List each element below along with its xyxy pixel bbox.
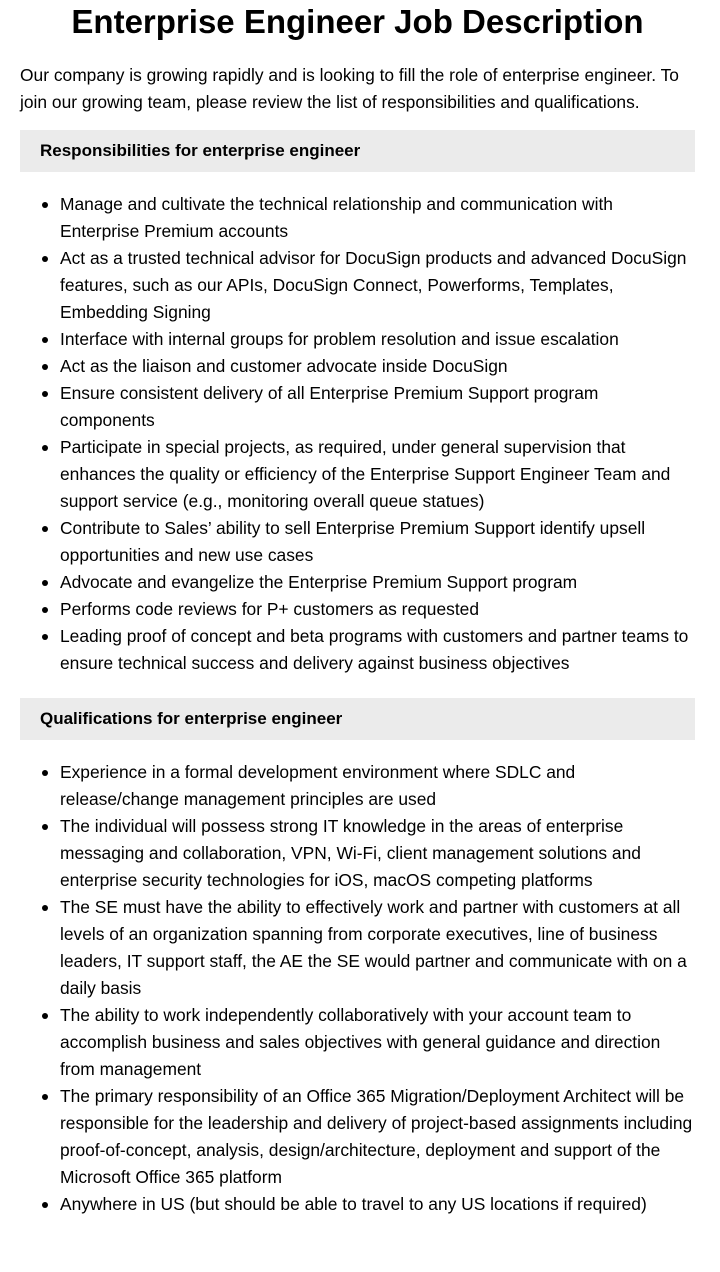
- bullet-icon: [42, 634, 48, 640]
- list-item-text: Leading proof of concept and beta programs with customers and partner teams to ensure technical success and delivery against business objectives: [60, 626, 689, 673]
- list-item-text: The ability to work independently collaboratively with your account team to accomplish business and sales objectives with general guidance and direction from management: [60, 1005, 661, 1079]
- list-item-text: Participate in special projects, as required, under general supervision that enhances the quality or efficiency of the Enterprise Support Engineer Team and support service (e.g., monitoring overall queue statues): [60, 437, 671, 511]
- bullet-icon: [42, 391, 48, 397]
- list-item: [60, 326, 695, 353]
- list-item: [60, 813, 695, 894]
- list-item: [60, 596, 695, 623]
- bullet-icon: [42, 905, 48, 911]
- list-item: [60, 353, 695, 380]
- intro-paragraph: Our company is growing rapidly and is looking to fill the role of enterprise engineer. To join our growing team, please review the list of responsibilities and qualifications.: [20, 65, 679, 112]
- responsibilities-heading: Responsibilities for enterprise engineer: [20, 130, 695, 172]
- bullet-icon: [42, 364, 48, 370]
- list-item: [60, 759, 695, 813]
- list-item-text: Advocate and evangelize the Enterprise Premium Support program: [60, 572, 578, 592]
- list-item: [60, 380, 695, 434]
- bullet-icon: [42, 1202, 48, 1208]
- list-item-text: Manage and cultivate the technical relationship and communication with Enterprise Premium accounts: [60, 194, 613, 241]
- bullet-icon: [42, 526, 48, 532]
- list-item-text: Ensure consistent delivery of all Enterprise Premium Support program components: [60, 383, 599, 430]
- bullet-icon: [42, 445, 48, 451]
- bullet-icon: [42, 1094, 48, 1100]
- bullet-icon: [42, 824, 48, 830]
- bullet-icon: [42, 202, 48, 208]
- list-item-text: The primary responsibility of an Office 365 Migration/Deployment Architect will be responsible for the leadership and delivery of project-based assignments including proof-of-concept, analysis, design/architecture, deployment and support of the Microsoft Office 365 platform: [60, 1086, 693, 1187]
- bullet-icon: [42, 256, 48, 262]
- list-item-text: Anywhere in US (but should be able to travel to any US locations if required): [60, 1194, 647, 1214]
- list-item: [60, 1083, 695, 1191]
- list-item-text: The individual will possess strong IT knowledge in the areas of enterprise messaging and collaboration, VPN, Wi-Fi, client management solutions and enterprise security technologies for iOS, macOS competing platforms: [60, 816, 641, 890]
- list-item: [60, 515, 695, 569]
- responsibilities-list: [20, 191, 695, 677]
- list-item: [60, 1191, 695, 1218]
- bullet-icon: [42, 580, 48, 586]
- bullet-icon: [42, 337, 48, 343]
- list-item-text: Contribute to Sales’ ability to sell Enterprise Premium Support identify upsell opportunities and new use cases: [60, 518, 646, 565]
- list-item: [60, 894, 695, 1002]
- list-item: [60, 245, 695, 326]
- qualifications-list: [20, 759, 695, 1218]
- list-item-text: Performs code reviews for P+ customers as requested: [60, 599, 479, 619]
- list-item-text: Act as the liaison and customer advocate inside DocuSign: [60, 356, 508, 376]
- page-title: Enterprise Engineer Job Description: [71, 3, 644, 40]
- bullet-icon: [42, 607, 48, 613]
- list-item-text: Experience in a formal development environment where SDLC and release/change management principles are used: [60, 762, 576, 809]
- bullet-icon: [42, 1013, 48, 1019]
- list-item-text: Act as a trusted technical advisor for DocuSign products and advanced DocuSign features, such as our APIs, DocuSign Connect, Powerforms, Templates, Embedding Signing: [60, 248, 687, 322]
- list-item: [60, 623, 695, 677]
- list-item-text: Interface with internal groups for problem resolution and issue escalation: [60, 329, 619, 349]
- list-item: [60, 434, 695, 515]
- list-item: [60, 569, 695, 596]
- list-item-text: The SE must have the ability to effectively work and partner with customers at all levels of an organization spanning from corporate executives, line of business leaders, IT support staff, the AE the SE would partner and communicate with on a daily basis: [60, 897, 687, 998]
- list-item: [60, 1002, 695, 1083]
- bullet-icon: [42, 770, 48, 776]
- list-item: [60, 191, 695, 245]
- qualifications-heading: Qualifications for enterprise engineer: [20, 698, 695, 740]
